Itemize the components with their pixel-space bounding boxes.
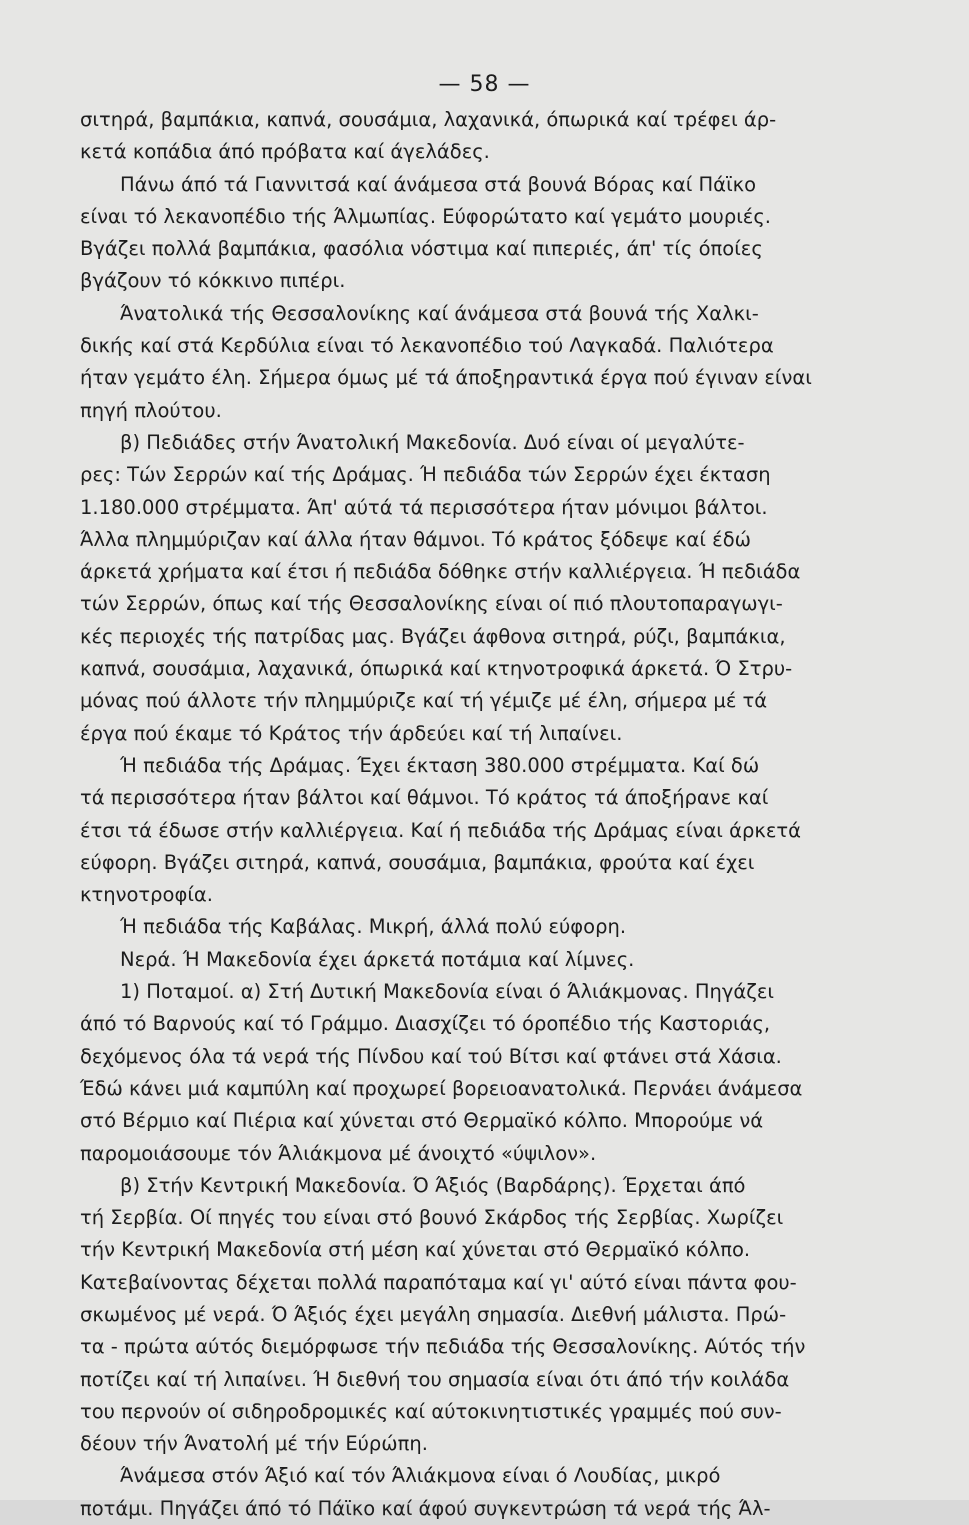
text-line: παρομοιάσουμε τόν Άλιάκμονα μέ άνοιχτό «ύψιλον». — [80, 1141, 597, 1165]
text-line: τών Σερρών, όπως καί τής Θεσσαλονίκης είναι οί πιό πλουτοπαραγωγι- — [80, 592, 783, 616]
section-heading-line: β) Στήν Κεντρική Μακεδονία. Ό Άξιός (Βαρδάρης). Έρχεται άπό — [120, 1173, 746, 1197]
section-heading-line: β) Πεδιάδες στήν Άνατολική Μακεδονία. Δυό είναι οί μεγαλύτε- — [120, 430, 745, 454]
text-line: ρες: Τών Σερρών καί τής Δράμας. Ή πεδιάδα τών Σερρών έχει έκταση — [80, 463, 771, 487]
text-line: κτηνοτροφία. — [80, 883, 213, 907]
text-line: Άνατολικά τής Θεσσαλονίκης καί άνάμεσα στά βουνά τής Χαλκι- — [120, 301, 759, 325]
text-line: εύφορη. Βγάζει σιτηρά, καπνά, σουσάμια, βαμπάκια, φρούτα καί έχει — [80, 850, 755, 874]
text-line: σιτηρά, βαμπάκια, καπνά, σουσάμια, λαχανικά, όπωρικά καί τρέφει άρ- — [80, 108, 777, 131]
text-line: έτσι τά έδωσε στήν καλλιέργεια. Καί ή πεδιάδα τής Δράμας είναι άρκετά — [80, 818, 801, 842]
page-number: — 58 — — [438, 72, 531, 97]
text-line: ποτάμι. Πηγάζει άπό τό Πάϊκο καί άφού συγκεντρώση τά νερά τής Άλ- — [80, 1496, 771, 1520]
text-line: κετά κοπάδια άπό πρόβατα καί άγελάδες. — [80, 140, 490, 164]
text-line: μόνας πού άλλοτε τήν πλημμύριζε καί τή γέμιζε μέ έλη, σήμερα μέ τά — [80, 689, 768, 713]
text-line: σκωμένος μέ νερά. Ό Άξιός έχει μεγάλη σημασία. Διεθνή μάλιστα. Πρώ- — [80, 1302, 787, 1326]
text-line: πηγή πλούτου. — [80, 398, 222, 422]
text-line: τα - πρώτα αύτός διεμόρφωσε τήν πεδιάδα τής Θεσσαλονίκης. Αύτός τήν — [80, 1335, 806, 1359]
text-line: άπό τό Βαρνούς καί τό Γράμμο. Διασχίζει τό όροπέδιο τής Καστοριάς, — [80, 1012, 771, 1036]
text-line: δικής καί στά Κερδύλια είναι τό λεκανοπέδιο τού Λαγκαδά. Παλιότερα — [80, 334, 774, 358]
text-line: Ή πεδιάδα τής Δράμας. Έχει έκταση 380.000 στρέμματα. Καί δώ — [120, 753, 760, 777]
text-line: Βγάζει πολλά βαμπάκια, φασόλια νόστιμα καί πιπεριές, άπ' τίς όποίες — [80, 237, 763, 261]
text-line: 1.180.000 στρέμματα. Άπ' αύτά τά περισσότερα ήταν μόνιμοι βάλτοι. — [80, 495, 768, 519]
text-line: τήν Κεντρική Μακεδονία στή μέση καί χύνεται στό Θερμαϊκό κόλπο. — [80, 1238, 751, 1262]
section-heading-line: Νερά. Ή Μακεδονία έχει άρκετά ποτάμια καί λίμνες. — [120, 947, 635, 971]
body-text — [80, 104, 890, 1525]
text-line: Έδώ κάνει μιά καμπύλη καί προχωρεί βορειοανατολικά. Περνάει άνάμεσα — [80, 1076, 803, 1100]
text-line: κές περιοχές τής πατρίδας μας. Βγάζει άφθονα σιτηρά, ρύζι, βαμπάκια, — [80, 624, 786, 648]
text-line: ήταν γεμάτο έλη. Σήμερα όμως μέ τά άποξηραντικά έργα πού έγιναν είναι — [80, 366, 812, 390]
text-line: είναι τό λεκανοπέδιο τής Άλμωπίας. Εύφορώτατο καί γεμάτο μουριές. — [80, 204, 771, 228]
text-line: Άνάμεσα στόν Άξιό καί τόν Άλιάκμονα είναι ό Λουδίας, μικρό — [120, 1464, 721, 1488]
text-line: Κατεβαίνοντας δέχεται πολλά παραπόταμα καί γι' αύτό είναι πάντα φου- — [80, 1270, 797, 1294]
text-line: άρκετά χρήματα καί έτσι ή πεδιάδα δόθηκε στήν καλλιέργεια. Ή πεδιάδα — [80, 560, 801, 584]
text-line: έργα πού έκαμε τό Κράτος τήν άρδεύει καί τή λιπαίνει. — [80, 721, 623, 745]
text-line: Άλλα πλημμύριζαν καί άλλα ήταν θάμνοι. Τό κράτος ξόδεψε καί έδώ — [80, 527, 751, 551]
text-line: καπνά, σουσάμια, λαχανικά, όπωρικά καί κτηνοτροφικά άρκετά. Ό Στρυ- — [80, 657, 793, 681]
text-line: τή Σερβία. Οί πηγές του είναι στό βουνό Σκάρδος τής Σερβίας. Χωρίζει — [80, 1206, 784, 1230]
text-line: τά περισσότερα ήταν βάλτοι καί θάμνοι. Τό κράτος τά άποξήρανε καί — [80, 786, 769, 810]
text-line: του περνούν οί σιδηροδρομικές καί αύτοκινητιστικές γραμμές πού συν- — [80, 1399, 782, 1423]
text-line: Πάνω άπό τά Γιαννιτσά καί άνάμεσα στά βουνά Βόρας καί Πάϊκο — [120, 172, 757, 196]
text-line: στό Βέρμιο καί Πιέρια καί χύνεται στό Θερμαϊκό κόλπο. Μπορούμε νά — [80, 1109, 764, 1133]
text-line: Ή πεδιάδα τής Καβάλας. Μικρή, άλλά πολύ εύφορη. — [120, 915, 627, 939]
text-line: ποτίζει καί τή λιπαίνει. Ή διεθνή του σημασία είναι ότι άπό τήν κοιλάδα — [80, 1367, 790, 1391]
section-heading-line: 1) Ποταμοί. α) Στή Δυτική Μακεδονία είναι ό Άλιάκμονας. Πηγάζει — [120, 980, 775, 1004]
text-line: βγάζουν τό κόκκινο πιπέρι. — [80, 269, 346, 293]
text-line: δέουν τήν Άνατολή μέ τήν Εύρώπη. — [80, 1432, 428, 1456]
text-line: δεχόμενος όλα τά νερά τής Πίνδου καί τού Βίτσι καί φτάνει στά Χάσια. — [80, 1044, 782, 1068]
